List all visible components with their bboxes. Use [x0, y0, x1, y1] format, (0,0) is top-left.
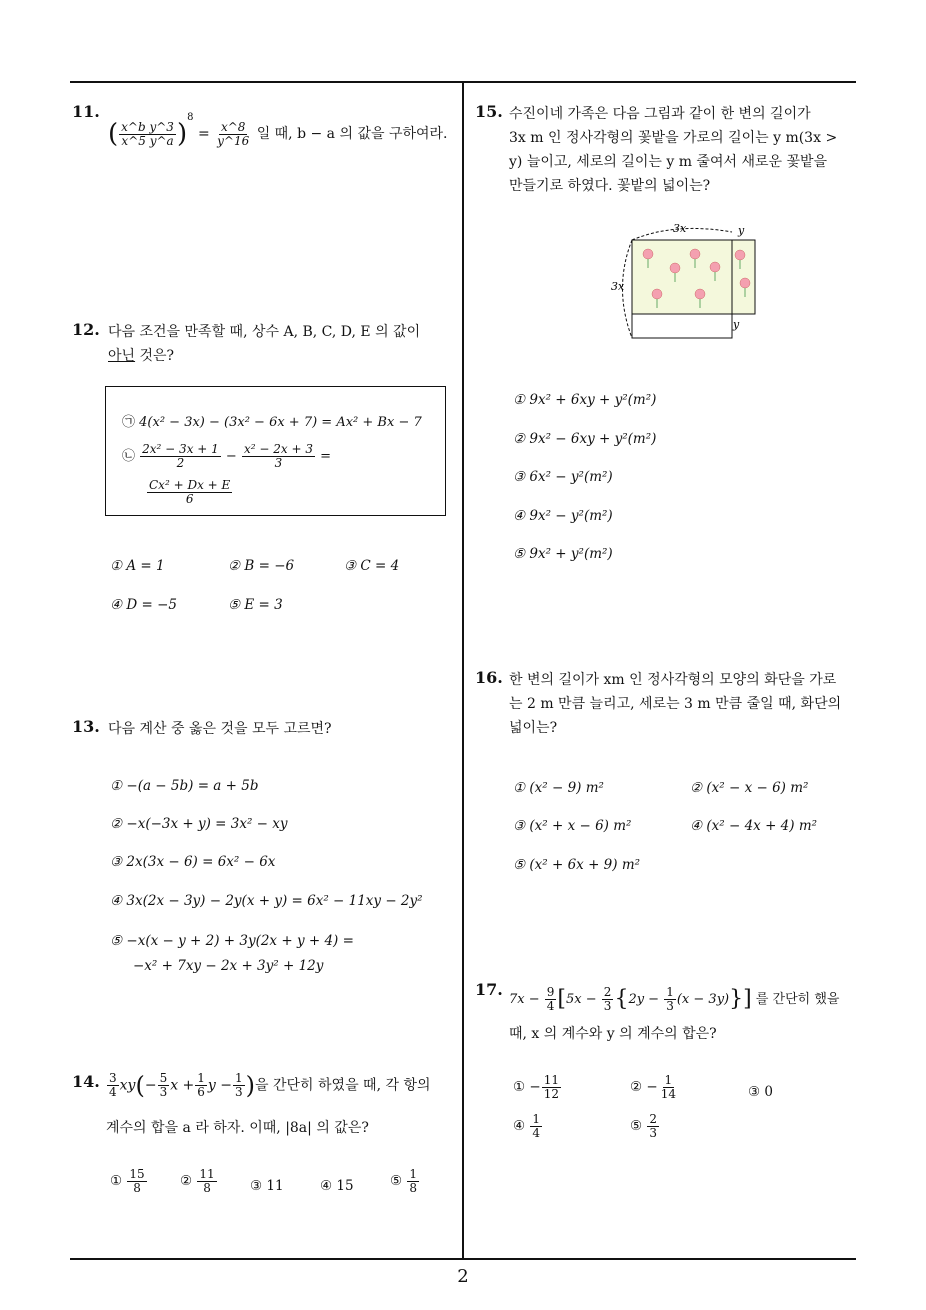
- option[interactable]: ⑤ $\frac{2}{3}$: [630, 1112, 658, 1140]
- option-continuation: −x² + 7xy − 2x + 3y² + 12y: [133, 958, 324, 974]
- bottom-rule: [70, 1258, 856, 1260]
- question-13: 13. 다음 계산 중 옳은 것을 모두 고르면?: [72, 717, 332, 737]
- question-15: 15. 수진이네 가족은 다음 그림과 같이 한 변의 길이가 3x m 인 정사각형의 꽃밭을 가로의 길이는 y m(3x > y) 늘이고, 세로의 길이는 y m 줄여서 새로운 꽃밭을 만들기로 하였다. 꽃밭의 넓이는?: [475, 102, 838, 194]
- question-number: 14.: [72, 1072, 100, 1091]
- question-12: 12. 다음 조건을 만족할 때, 상수 A, B, C, D, E 의 값이 아닌 것은?: [72, 320, 421, 364]
- label-top: 3x: [673, 222, 687, 235]
- option[interactable]: ① $\frac{15}{8}$: [110, 1167, 145, 1195]
- option[interactable]: ⑤ (x² + 6x + 9) m²: [513, 857, 641, 873]
- option[interactable]: ⑤ E = 3: [228, 597, 283, 613]
- question-17: 17. 7x − $\frac{9}{4}$ [5x − $\frac{2}{3}$ {2y − $\frac{1}{3}$ (x − 3y)}] 를 간단히 했을 때, x 의 계수와 y 의 계수의 합은?: [475, 980, 840, 1042]
- question-16: 16. 한 변의 길이가 xm 인 정사각형의 모양의 화단을 가로 는 2 m 만큼 늘리고, 세로는 3 m 만큼 줄일 때, 화단의 넓이는?: [475, 668, 842, 736]
- option[interactable]: ⑤ $\frac{1}{8}$: [390, 1167, 418, 1195]
- option[interactable]: ① 9x² + 6xy + y²(m²): [513, 392, 657, 408]
- option[interactable]: ② B = −6: [228, 558, 295, 574]
- option[interactable]: ① −(a − 5b) = a + 5b: [110, 778, 259, 794]
- option[interactable]: ② (x² − x − 6) m²: [690, 780, 809, 796]
- option[interactable]: ④ 3x(2x − 3y) − 2y(x + y) = 6x² − 11xy − 2y²: [110, 893, 423, 909]
- flower-bed-figure: [605, 218, 765, 348]
- option[interactable]: ① A = 1: [110, 558, 165, 574]
- label-top-right: y: [738, 224, 745, 237]
- option[interactable]: ⑤ 9x² + y²(m²): [513, 546, 613, 562]
- option[interactable]: ④ 9x² − y²(m²): [513, 508, 613, 524]
- option[interactable]: ③ (x² + x − 6) m²: [513, 818, 632, 834]
- option[interactable]: ③ 2x(3x − 6) = 6x² − 6x: [110, 854, 276, 870]
- question-number: 12.: [72, 320, 100, 339]
- option[interactable]: ③ 11: [250, 1178, 284, 1194]
- label-bottom-right: y: [733, 318, 740, 331]
- page-number: 2: [457, 1266, 469, 1287]
- option[interactable]: ① (x² − 9) m²: [513, 780, 604, 796]
- option[interactable]: ③ 0: [748, 1084, 773, 1100]
- option[interactable]: ⑤ −x(x − y + 2) + 3y(2x + y + 4) =: [110, 933, 354, 949]
- question-11: [72, 102, 452, 162]
- question-number: 11.: [72, 102, 100, 121]
- option[interactable]: ③ 6x² − y²(m²): [513, 469, 613, 485]
- option[interactable]: ② − $\frac{1}{14}$: [630, 1073, 676, 1101]
- condition-box: ㉠ 4(x² − 3x) − (3x² − 6x + 7) = Ax² + Bx − 7 ㉡ $\frac{\text{2x² − 3x + 1}}{2}$ − $\frac{\text{x² − 2x + 3}}{3}$ = $\frac{\text{Cx² + Dx + E}}{6}$: [105, 386, 446, 516]
- option[interactable]: ② $\frac{11}{8}$: [180, 1167, 215, 1195]
- question-number: 15.: [475, 102, 503, 121]
- option[interactable]: ④ (x² − 4x + 4) m²: [690, 818, 818, 834]
- question-14: 14. $\frac{3}{4}$ xy(− $\frac{5}{3}$ x + $\frac{1}{6}$ y − $\frac{1}{3}$ )을 간단히 하였을 때, 각 항의 계수의 합을 a 라 하자. 이때, |8a| 의 값은?: [72, 1071, 431, 1136]
- question-number: 13.: [72, 717, 100, 736]
- option[interactable]: ① − $\frac{11}{12}$: [513, 1073, 559, 1101]
- option[interactable]: ② −x(−3x + y) = 3x² − xy: [110, 816, 288, 832]
- option[interactable]: ④ D = −5: [110, 597, 178, 613]
- option[interactable]: ② 9x² − 6xy + y²(m²): [513, 431, 657, 447]
- question-number: 16.: [475, 668, 503, 687]
- option[interactable]: ④ 15: [320, 1178, 354, 1194]
- question-number: 17.: [475, 980, 503, 999]
- question-11-expression: ( $\frac{\text{x\textasciicircum{}b y\textasciicircum{}3}}{x\^{}5 y\^{}a}$ )$^8$ = $\frac{x\^{}8}{y\^{}16}$ 일 때, b − a 의 값을 구하여라.: [108, 112, 448, 149]
- label-left: 3x: [611, 280, 625, 293]
- option[interactable]: ③ C = 4: [344, 558, 400, 574]
- option[interactable]: ④ $\frac{1}{4}$: [513, 1112, 541, 1140]
- column-divider: [462, 82, 464, 1260]
